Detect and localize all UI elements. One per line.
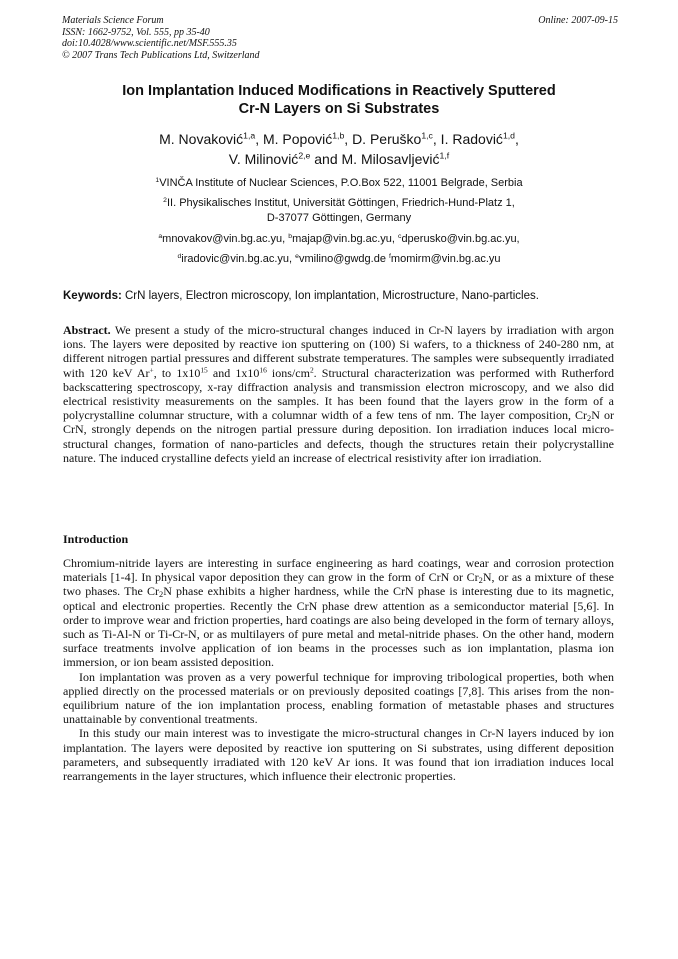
author-name: , I. Radović [432,131,503,147]
affiliation-sup: 1 [155,176,160,184]
author-name: , M. Popović [255,131,333,147]
paper-title [40,82,638,118]
online-date: Online: 2007-09-15 [538,15,618,26]
paragraph-text: N phase exhibits a higher hardness, while the CrN phase is interesting due to its magnetic, optical and electronic properties. Recently the CrN phase drew attention as a semiconductor material [5,6]. In order to improve wear and friction properties, hard coatings are also being developed in the form of ternary alloys, such as Ti-Al-N or Ti-Cr-N, or as multilayers of pure metal and metal-nitride phases. On the other hand, modern surface treatments involve application of ion beams in the processes such as ion implantation, plasma ion immersion, or ion beam assisted deposition. [63,584,614,670]
affiliation-1 [40,176,638,191]
author-line-1 [40,129,638,149]
introduction-heading: Introduction [63,532,129,546]
paragraph-text: N, or as a mixture of these two phases. The Cr [63,570,614,599]
title-line-1: Ion Implantation Induced Modifications in Reactively Sputtered [122,83,556,99]
intro-paragraph-1 [63,556,614,670]
email-address: iradovic@vin.bg.ac.yu, [181,253,296,265]
author-name: M. Novaković [159,131,244,147]
abstract [63,323,614,465]
email-line-1 [40,232,638,247]
doi-line: doi:10.4028/www.scientific.net/MSF.555.35 [62,38,237,49]
abstract-text: , to 1x10 [153,365,201,380]
affiliation-text: II. Physikalisches Institut, Universität Göttingen, Friedrich-Hund-Platz 1, [166,197,515,209]
author-name: V. Milinović [228,151,299,167]
email-sup: c [398,232,402,240]
author-sup: 1,a [243,130,256,141]
author-sup: 2,e [298,150,311,161]
copyright-line: © 2007 Trans Tech Publications Ltd, Switzerland [62,49,260,61]
abstract-label: Abstract. [63,323,111,337]
email-sup: e [295,252,299,260]
issn-line: ISSN: 1662-9752, Vol. 555, pp 35-40 [62,26,210,38]
keywords-label: Keywords: [63,290,122,302]
title-line-2: Cr-N Layers on Si Substrates [238,101,440,117]
publication-header [62,15,618,61]
author-list [40,129,638,169]
email-address: majap@vin.bg.ac.yu, [292,233,399,245]
author-name: and M. Milosavljević [310,151,440,167]
author-sup: 1,f [439,150,450,161]
abstract-text: and 1x10 [207,365,260,380]
superscript: 15 [200,365,208,374]
subscript: 2 [587,414,592,424]
email-address: momirm@vin.bg.ac.yu [390,253,501,265]
author-sup: 1,b [332,130,345,141]
superscript: 2 [309,365,314,374]
subscript: 2 [478,576,483,586]
email-sup: f [389,252,391,260]
affiliation-sup: 2 [163,196,167,204]
introduction-body [63,556,614,783]
email-sup: d [177,252,182,260]
email-line-2 [40,252,638,267]
intro-paragraph-2: Ion implantation was proven as a very powerful technique for improving tribological properties, both when applied directly on the processed materials or on previously deposited coatings [7,8]. This arises from the non-equilibrium nature of the ion implantation process, enabling formation of metastable phases and structures unattainable by conventional treatments. [63,669,614,727]
superscript: 16 [259,365,267,374]
superscript: + [149,365,154,374]
author-separator: , [515,131,519,147]
affiliation-2-line-2: D-37077 Göttingen, Germany [266,212,412,224]
email-address: vmilino@gwdg.de [298,253,390,265]
affiliation-text: VINČA Institute of Nuclear Sciences, P.O.Box 522, 11001 Belgrade, Serbia [159,177,523,189]
keywords [63,289,623,304]
abstract-text: . Structural characterization was performed with Rutherford backscattering spectroscopy, x-ray diffraction analysis and transmission electron microscopy, and we also did electrical resistivity measurements on the samples. It has been found that the layers grow in the form of a polycrystalline columnar structure, with a columnar width of a few tens of nm. The layer composition, Cr [63,365,615,423]
email-sup: b [288,232,293,240]
email-sup: a [158,232,163,240]
paragraph-text: Chromium-nitride layers are interesting in surface engineering as hard coatings, wear and corrosion protection materials [1-4]. In physical vapor deposition they can grow in the form of CrN or Cr [63,556,614,585]
journal-name: Materials Science Forum [62,15,164,26]
affiliation-2-line-1 [40,196,638,211]
author-line-2 [40,149,638,169]
author-name: , D. Peruško [344,131,422,147]
email-address: mnovakov@vin.bg.ac.yu, [162,233,289,245]
affiliation-2 [40,196,638,226]
abstract-paragraph [63,323,614,465]
intro-paragraph-3: In this study our main interest was to investigate the micro-structural changes in Cr-N layers induced by ion implantation. The layers were deposited by reactive ion sputtering on Si substrates, using different deposition parameters, and subsequently irradiated with 120 keV Ar ions. It was found that ion irradiation induces local rearrangements in the layer structures, which influence their electronic properties. [63,726,614,784]
author-sup: 1,c [421,130,433,141]
email-address: dperusko@vin.bg.ac.yu, [401,233,520,245]
abstract-text: We present a study of the micro-structural changes induced in Cr-N layers by irradiation with argon ions. The layers were deposited by reactive ion sputtering on (100) Si wafers, to a thickness of 240-280 nm, at different nitrogen partial pressures and different substrate temperatures. The samples were subsequently irradiated with 120 keV Ar [63,323,614,380]
subscript: 2 [159,590,164,600]
abstract-text: ions/cm [266,365,310,380]
keywords-text: CrN layers, Electron microscopy, Ion implantation, Microstructure, Nano-particles. [121,290,539,302]
abstract-text: N or CrN, strongly depends on the nitrogen partial pressure during deposition. Ion irradiation induces local micro-structural changes, formation of nano-particles and defects, though the structures retain their polycrystalline nature. The induced crystalline defects yield an increase of electrical resistivity after ion irradiation. [63,408,614,465]
author-sup: 1,d [502,130,515,141]
